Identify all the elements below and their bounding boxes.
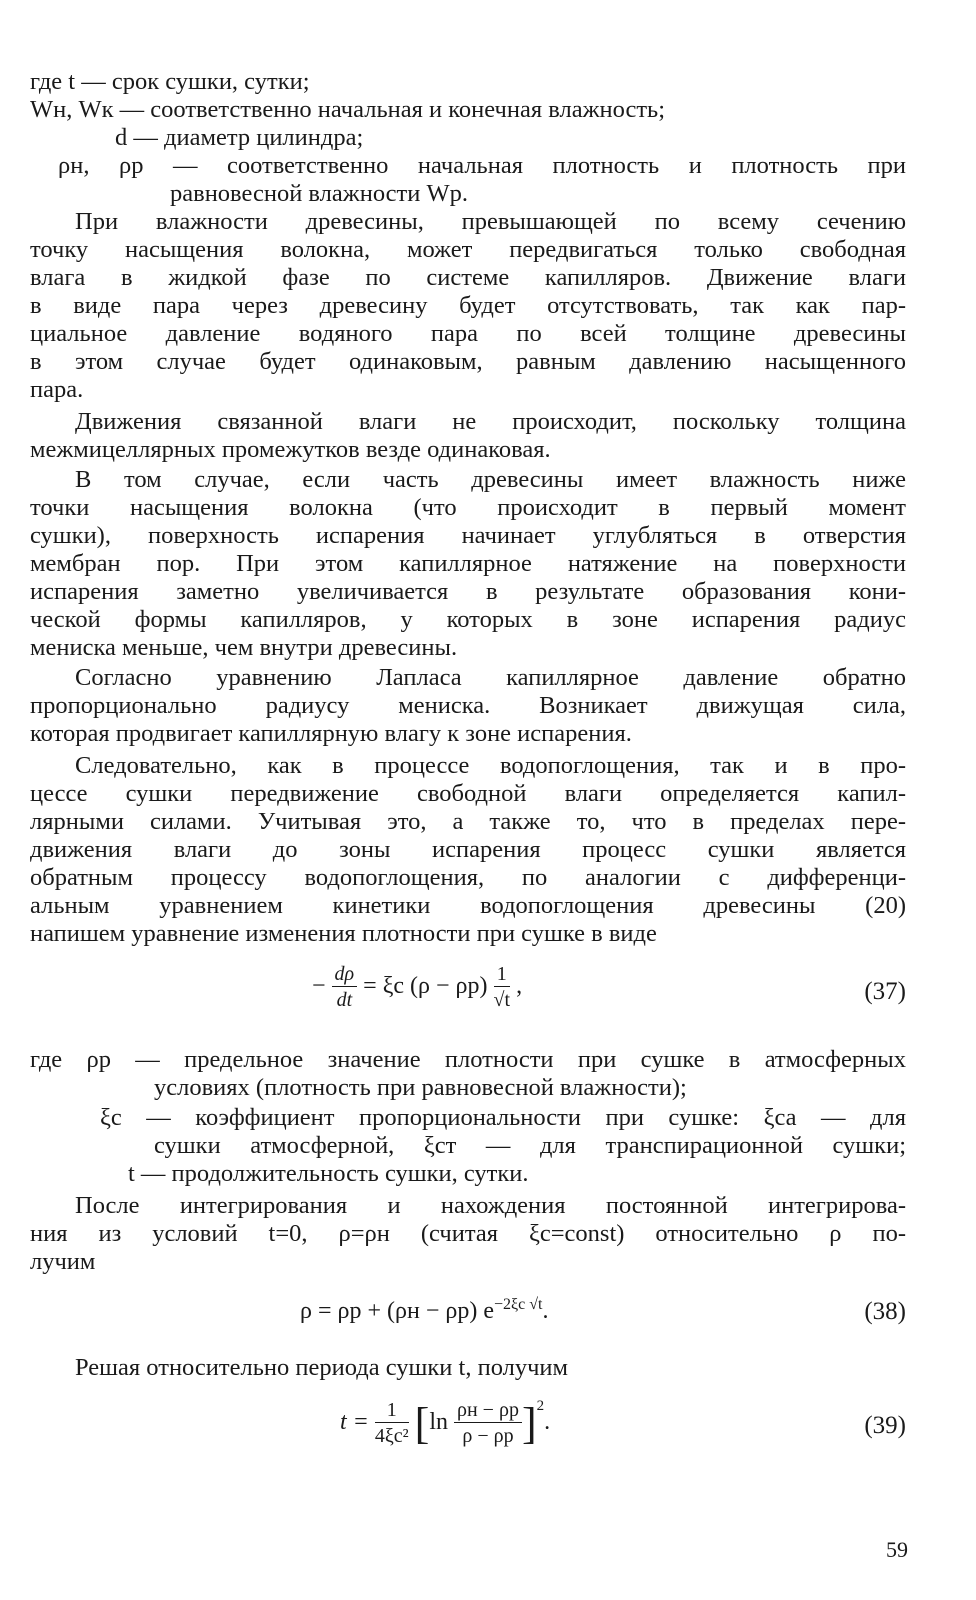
paragraph-2-line: межмицеллярных промежутков везде одинаковая. (30, 436, 551, 463)
definition-t2: t — продолжительность сушки, сутки. (128, 1160, 529, 1187)
paragraph-3-line: точки насыщения волокна (что происходит в первый момент (30, 494, 906, 521)
eq39-bracket-close: ] (521, 1399, 537, 1448)
equation-39-number: (39) (864, 1412, 906, 1439)
paragraph-4-line: пропорционально радиусу мениска. Возникает движущая сила, (30, 692, 906, 719)
paragraph-1-line: в виде пара через древесину будет отсутствовать, так как пар- (30, 292, 906, 319)
paragraph-1-line: точку насыщения волокна, может передвигаться только свободная (30, 236, 906, 263)
definition-rho-cont: равновесной влажности Wр. (170, 180, 468, 207)
page-number: 59 (886, 1537, 908, 1562)
definition-t: где t — срок сушки, сутки; (30, 68, 310, 95)
eq37-minus: − (312, 973, 326, 1000)
eq37-frac-num: 1 (494, 962, 511, 987)
paragraph-1-line: При влажности древесины, превышающей по всему сечению (75, 208, 906, 235)
paragraph-5-line: обратным процессу водопоглощения, по аналогии с дифференци- (30, 864, 906, 891)
definition-rho: ρн, ρр — соответственно начальная плотность и плотность при (58, 152, 906, 179)
paragraph-5-line: альным уравнением кинетики водопоглощения древесины (20) (30, 892, 906, 919)
paragraph-1-line: пара. (30, 376, 84, 403)
definition-xi-cont: сушки атмосферной, ξст — для транспирационной сушки; (154, 1132, 906, 1159)
eq38-tail: . (542, 1298, 549, 1324)
equation-39 (340, 1398, 550, 1449)
paragraph-5-line: движения влаги до зоны испарения процесс сушки является (30, 836, 906, 863)
paragraph-1-line: в этом случае будет одинаковым, равным давлению насыщенного (30, 348, 906, 375)
paragraph-4-line: Согласно уравнению Лапласа капиллярное давление обратно (75, 664, 906, 691)
eq37-frac-den: √t (493, 989, 511, 1011)
eq37-rhs: = ξс (ρ − ρр) (363, 973, 488, 1000)
paragraph-5-line: лярными силами. Учитывая это, а также то, что в пределах пере- (30, 808, 906, 835)
paragraph-6-line: лучим (30, 1248, 96, 1275)
definition-xi: ξс — коэффициент пропорциональности при сушке: ξса — для (100, 1104, 906, 1131)
definition-w: Wн, Wк — соответственно начальная и конечная влажность; (30, 96, 666, 123)
eq39-bracket-open: [ (414, 1399, 430, 1448)
eq37-num: dρ (332, 962, 358, 987)
eq39-power: 2 (536, 1398, 545, 1414)
equation-38 (300, 1296, 548, 1325)
paragraph-7-line: Решая относительно периода сушки t, получим (75, 1354, 569, 1381)
definition-rho-p-cont: условиях (плотность при равновесной влажности); (154, 1074, 687, 1101)
paragraph-3-line: испарения заметно увеличивается в результате образования кони- (30, 578, 906, 605)
paragraph-2-line: Движения связанной влаги не происходит, поскольку толщина (75, 408, 906, 435)
eq37-tail: , (516, 973, 523, 1000)
paragraph-3-line: В том случае, если часть древесины имеет влажность ниже (75, 466, 906, 493)
eq37-fraction (494, 962, 511, 1013)
eq39-coeff-num: 1 (375, 1398, 409, 1423)
paragraph-3-line: мембран пор. При этом капиллярное натяжение на поверхности (30, 550, 906, 577)
paragraph-5-line: цессе сушки передвижение свободной влаги определяется капил- (30, 780, 906, 807)
definition-rho-p: где ρр — предельное значение плотности при сушке в атмосферных (30, 1046, 906, 1073)
paragraph-3-line: мениска меньше, чем внутри древесины. (30, 634, 458, 661)
eq39-tail: . (544, 1409, 551, 1436)
eq39-coeff (375, 1398, 409, 1449)
paragraph-3-line: ческой формы капилляров, у которых в зоне испарения радиус (30, 606, 906, 633)
paragraph-1-line: циальное давление водяного пара по всей толщине древесины (30, 320, 906, 347)
equation-37 (312, 962, 522, 1013)
eq39-coeff-den: 4ξс² (374, 1425, 409, 1447)
eq37-derivative (332, 962, 358, 1013)
equation-37-number: (37) (864, 978, 906, 1005)
eq39-log-arg (454, 1398, 522, 1449)
paragraph-6-line: ния из условий t=0, ρ=ρн (считая ξс=const) относительно ρ по- (30, 1220, 906, 1247)
paragraph-5-line: напишем уравнение изменения плотности при сушке в виде (30, 920, 657, 947)
paragraph-1-line: влага в жидкой фазе по системе капилляров. Движение влаги (30, 264, 906, 291)
paragraph-6-line: После интегрирования и нахождения постоянной интегрирова- (75, 1192, 906, 1219)
eq38-body: ρ = ρр + (ρн − ρр) e (300, 1298, 494, 1324)
equation-38-number: (38) (864, 1298, 906, 1325)
definition-d: d — диаметр цилиндра; (115, 124, 364, 151)
eq39-ln: ln (429, 1409, 448, 1436)
paragraph-4-line: которая продвигает капиллярную влагу к зоне испарения. (30, 720, 632, 747)
eq39-lhs: t = (340, 1409, 369, 1436)
paragraph-3-line: сушки), поверхность испарения начинает углубляться в отверстия (30, 522, 906, 549)
eq37-den: dt (336, 989, 353, 1011)
eq39-log-den: ρ − ρр (462, 1425, 514, 1447)
eq39-log-num: ρн − ρр (454, 1398, 522, 1423)
eq38-exponent: −2ξс √t (494, 1296, 543, 1313)
paragraph-5-line: Следовательно, как в процессе водопоглощения, так и в про- (75, 752, 906, 779)
